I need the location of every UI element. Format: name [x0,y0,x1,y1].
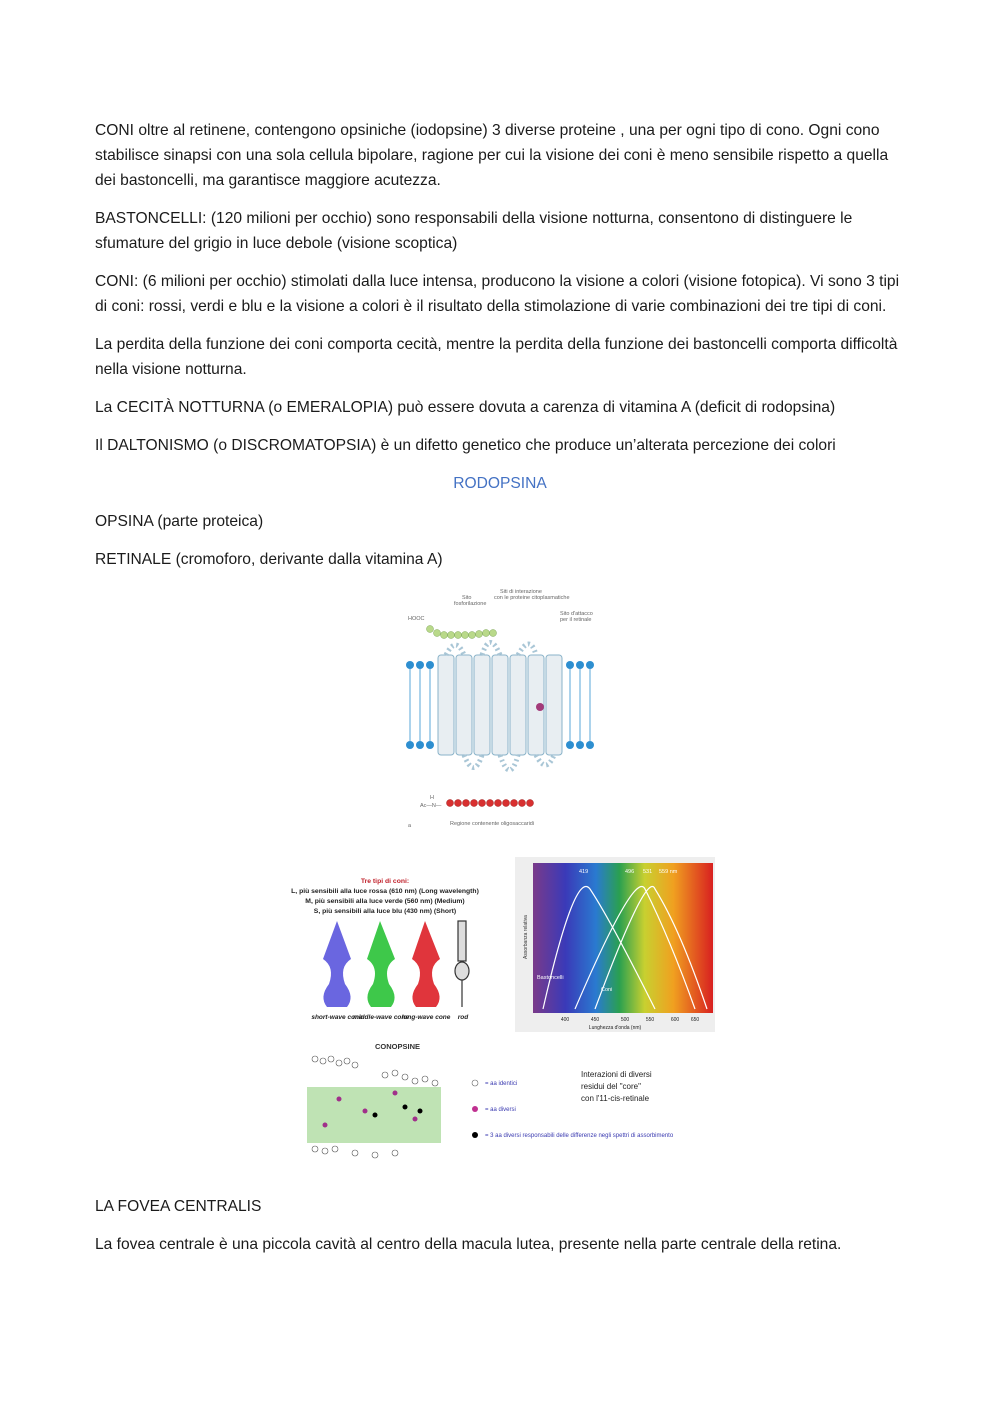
peak-559: 559 nm [659,869,678,875]
label-acn: Ac—N— [420,803,442,809]
rod-shape [455,921,469,1007]
paragraph-bastoncelli: BASTONCELLI: (120 milioni per occhio) sono responsabili della visione notturna, consentono di distinguere le sfumature del grigio in luce debole (visione scoptica) [95,210,853,252]
fovea-title: LA FOVEA CENTRALIS [95,1198,262,1215]
label-coni-curve: Coni [601,987,613,993]
label-long-wave-cone: long-wave cone [401,1014,451,1021]
label-regione: Regione contenente oligosaccaridi [450,821,535,827]
cones-line-s: S, più sensibili alla luce blu (430 nm) (Short) [313,908,457,915]
section-title-rodopsina: RODOPSINA [453,475,547,492]
spectrum-xlabel: Lunghezza d'onda (nm) [588,1025,642,1031]
xtick-650: 650 [690,1017,700,1023]
legend-aa-diversi: = aa diversi [485,1107,516,1113]
label-sito: Sito [462,595,472,601]
xtick-450: 450 [590,1017,600,1023]
label-hooc: HOOC [408,616,425,622]
item-retinale: RETINALE (cromoforo, derivante dalla vitamina A) [95,551,443,568]
label-h: H [430,795,434,801]
cones-line-m: M, più sensibili alla luce verde (560 nm) (Medium) [305,898,465,905]
label-siti-interazione: Siti di interazione [500,589,542,595]
cones-spectrum-figure [275,849,725,1184]
interazioni-line1: Interazioni di diversi [581,1070,652,1079]
paragraph-daltonismo: Il DALTONISMO (o DISCROMATOPSIA) è un difetto genetico che produce un’alterata percezione dei colori [95,437,836,454]
xtick-500: 500 [620,1017,630,1023]
paragraph-coni: CONI: (6 milioni per occhio) stimolati dalla luce intensa, producono la visione a colori (visione fotopica). Vi sono 3 tipi di coni: rossi, verdi e blu e la visione a colori è il risultato della stimolazione di varie combinazioni dei tre tipi di coni. [95,273,900,315]
paragraph-cecita-notturna: La CECITÀ NOTTURNA (o EMERALOPIA) può essere dovuta a carenza di vitamina A (deficit di rodopsina) [95,399,836,416]
label-per-retinale: per il retinale [560,617,592,623]
paragraph-perdita-funzione: La perdita della funzione dei coni comporta cecità, mentre la perdita della funzione dei bastoncelli comporta difficoltà nella visione notturna. [95,336,898,378]
legend-aa-identici: = aa identici [485,1081,518,1087]
label-fosforilazione: fosforilazione [454,601,487,607]
xtick-550: 550 [645,1017,655,1023]
spectrum-ylabel: Assorbanza relativa [523,915,529,959]
conopsine-title: CONOPSINE [375,1042,421,1051]
label-short-wave-cone: short-wave cone [311,1014,363,1021]
rhodopsin-membrane-figure [390,585,610,835]
legend-3-aa-diversi: = 3 aa diversi responsabili delle differenze negli spettri di assorbimento [485,1133,674,1139]
blue-cone-shape [323,921,351,1007]
label-rod: rod [457,1014,469,1021]
document-body [95,118,905,1270]
label-middle-wave-cone: middle-wave cone [353,1014,409,1021]
peak-531: 531 [643,869,653,875]
xtick-400: 400 [560,1017,570,1023]
xtick-600: 600 [670,1017,680,1023]
peak-419: 419 [579,869,589,875]
label-a: a [408,823,412,829]
cones-line-l: L, più sensibili alla luce rossa (610 nm) (Long wavelength) [291,888,479,895]
cones-title: Tre tipi di coni: [360,878,410,885]
peak-496: 496 [625,869,635,875]
label-bastoncelli: Bastoncelli [537,975,564,981]
interazioni-line3: con l'11-cis-retinale [581,1094,650,1103]
green-cone-shape [367,921,395,1007]
fovea-text: La fovea centrale è una piccola cavità al centro della macula lutea, presente nella parte centrale della retina. [95,1236,842,1253]
conopsine-diagram [307,1056,441,1158]
paragraph-coni-iodopsine: CONI oltre al retinene, contengono opsiniche (iodopsine) 3 diverse proteine , una per ogni tipo di cono. Ogni cono stabilisce sinapsi con una sola cellula bipolare, ragione per cui la visione dei coni è meno sensibile rispetto a quella dei bastoncelli, ma garantisce maggiore acutezza. [95,122,889,189]
label-sito-attacco: Sito d'attacco [560,611,593,617]
red-cone-shape [412,921,440,1007]
label-siti-interazione-2: con le proteine citoplasmatiche [494,595,570,601]
item-opsina: OPSINA (parte proteica) [95,513,264,530]
interazioni-line2: residui del "core" [581,1082,641,1091]
